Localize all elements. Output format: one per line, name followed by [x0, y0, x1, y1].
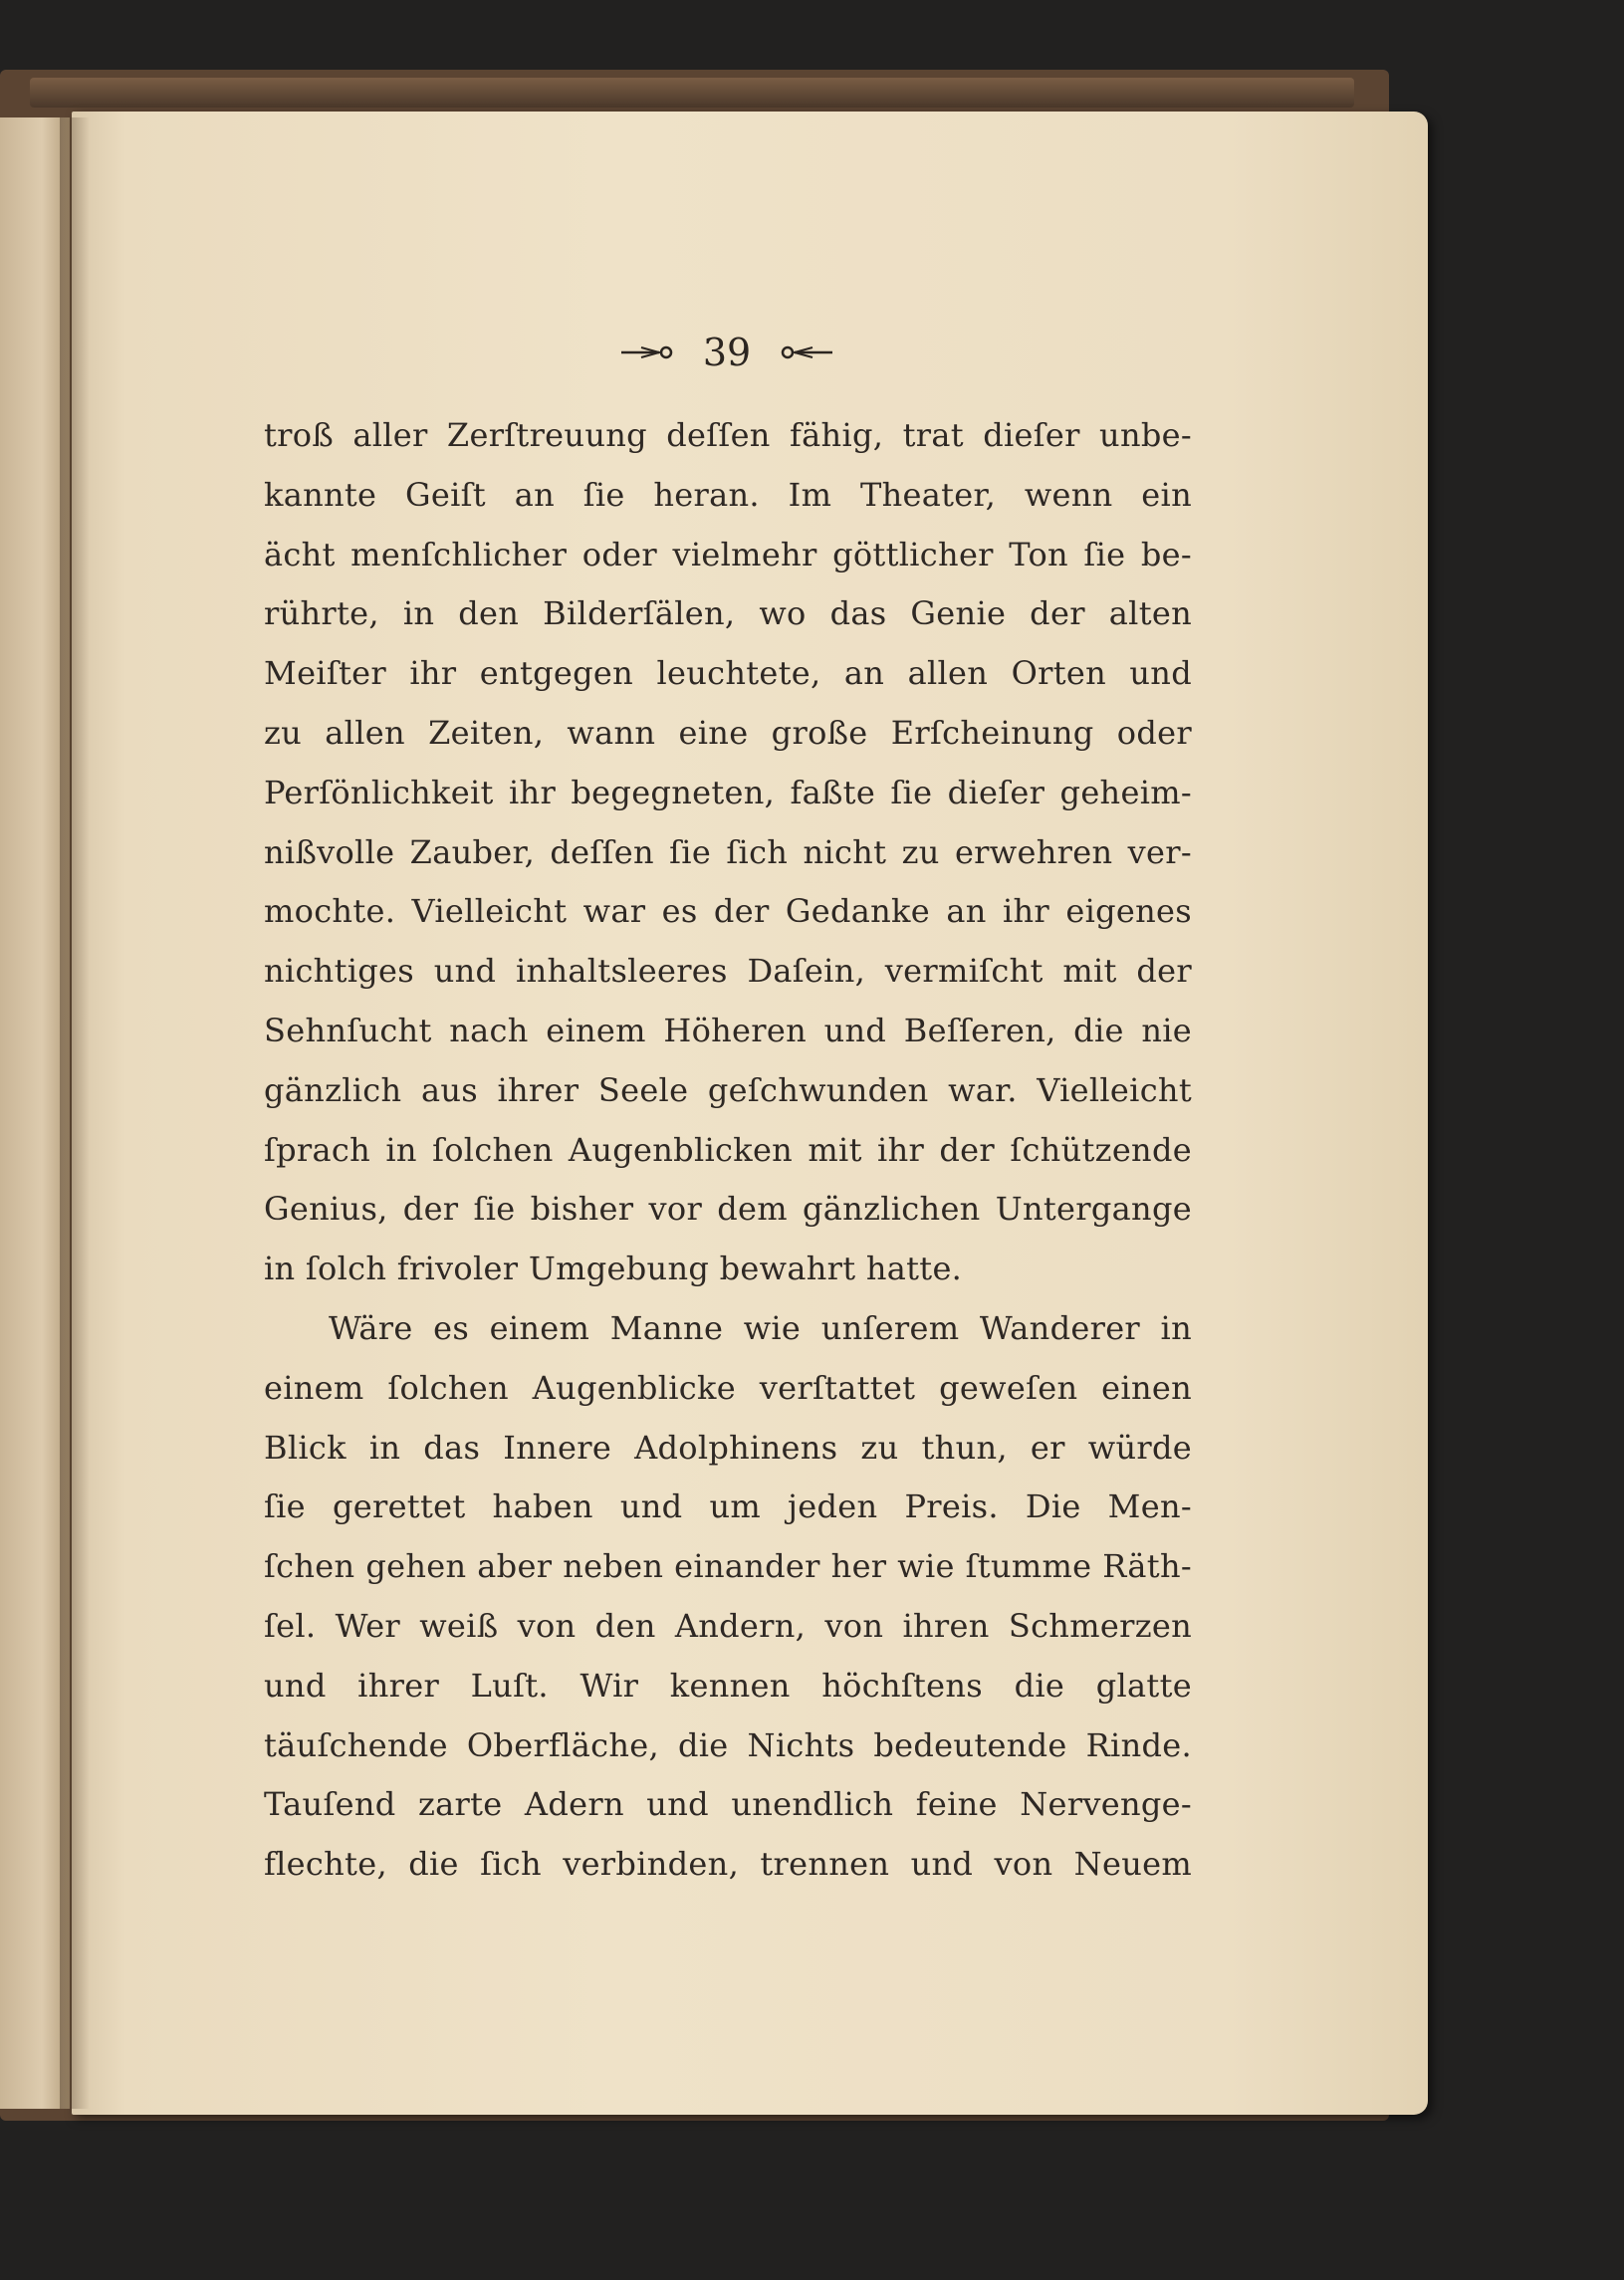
page-header — [597, 329, 856, 376]
right-ornament-icon — [777, 342, 834, 362]
text-line: täuſchende Oberfläche, die Nichts bedeutende Rinde. — [264, 1725, 1192, 1764]
text-line: gänzlich aus ihrer Seele geſchwunden war. Vielleicht — [264, 1070, 1192, 1109]
text-line: ſel. Wer weiß von den Andern, von ihren Schmerzen — [264, 1606, 1192, 1645]
text-line: zu allen Zeiten, wann eine große Erſcheinung oder — [264, 713, 1192, 752]
page-gutter-shadow — [60, 117, 90, 2109]
text-line: mochte. Vielleicht war es der Gedanke an ihr eigenes — [264, 892, 1192, 931]
text-line: Wäre es einem Manne wie unſerem Wanderer in — [329, 1308, 1192, 1347]
text-line: ächt menſchlicher oder vielmehr göttlicher Ton ſie be- — [264, 535, 1192, 573]
page-body — [264, 406, 1192, 1895]
text-line: Sehnſucht nach einem Höheren und Beſſeren, die nie — [264, 1011, 1192, 1049]
page-number: 39 — [702, 331, 752, 374]
text-line: Meiſter ihr entgegen leuchtete, an allen Orten und — [264, 654, 1192, 693]
text-line: in ſolch frivoler Umgebung bewahrt hatte. — [264, 1250, 963, 1288]
text-line: Blick in das Innere Adolphinens zu thun, er würde — [264, 1428, 1192, 1467]
book-spine-edge — [30, 78, 1354, 108]
text-line: troß aller Zerſtreuung deſſen fähig, trat dieſer unbe- — [264, 416, 1192, 454]
left-ornament-icon — [619, 342, 677, 362]
text-line: ſchen gehen aber neben einander her wie ſtumme Räth- — [264, 1547, 1192, 1586]
text-line: und ihrer Luſt. Wir kennen höchſtens die glatte — [264, 1666, 1192, 1705]
text-line: Tauſend zarte Adern und unendlich feine Nervenge- — [264, 1785, 1192, 1824]
text-line: nißvolle Zauber, deſſen ſie ſich nicht zu erwehren ver- — [264, 832, 1192, 871]
text-line: ſie gerettet haben und um jeden Preis. Die Men- — [264, 1487, 1192, 1526]
text-line: Genius, der ſie bisher vor dem gänzlichen Untergange — [264, 1190, 1192, 1229]
text-line: Perſönlichkeit ihr begegneten, faßte ſie dieſer geheim- — [264, 773, 1192, 811]
text-line: rührte, in den Bilderſälen, wo das Genie der alten — [264, 594, 1192, 633]
text-line: flechte, die ſich verbinden, trennen und von Neuem — [264, 1845, 1192, 1884]
text-line: ſprach in ſolchen Augenblicken mit ihr der ſchützende — [264, 1130, 1192, 1169]
text-line: nichtiges und inhaltsleeres Daſein, vermiſcht mit der — [264, 952, 1192, 991]
text-line: kannte Geiſt an ſie heran. Im Theater, wenn ein — [264, 475, 1192, 514]
text-line: einem ſolchen Augenblicke verſtattet geweſen einen — [264, 1368, 1192, 1407]
